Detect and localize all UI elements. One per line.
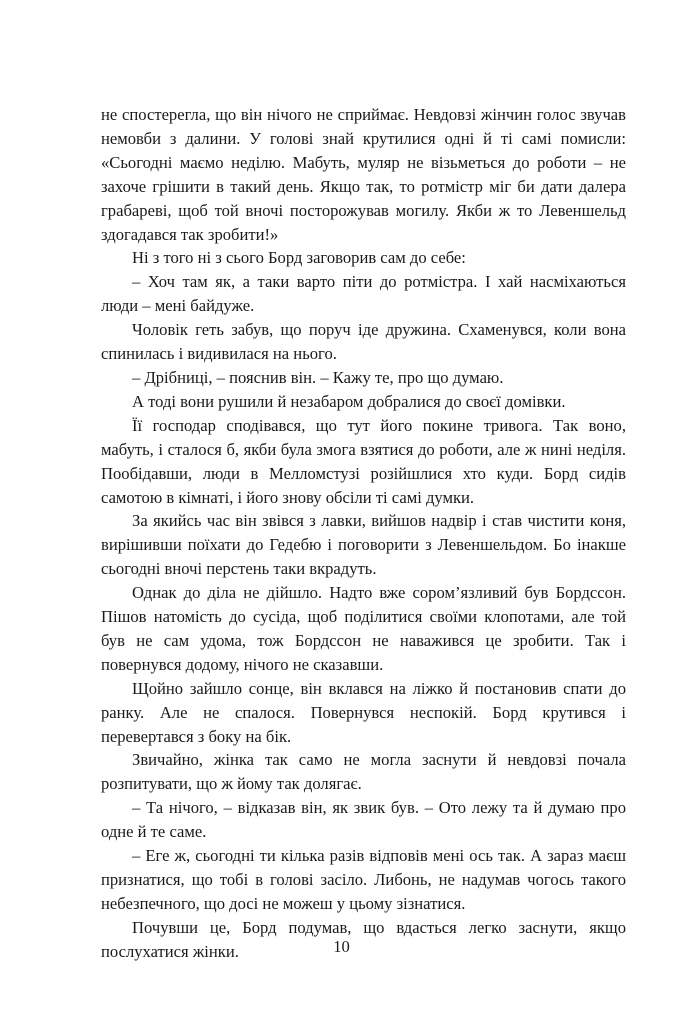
paragraph: Однак до діла не дійшло. Надто вже сором’язливий був Бордссон. Пішов натомість до сусіда, щоб поділитися своїми клопотами, але той був не сам удома, тож Бордссон не наважився це зробити. Так і повернувся додому, нічого не сказавши. [101,583,626,674]
paragraph-dialogue: – Хоч там як, а таки варто піти до ротмістра. І хай насміхаються люди – мені байдуже. [101,272,626,316]
page-number: 10 [333,937,350,956]
paragraph: А тоді вони рушили й незабаром добралися до своєї домівки. [132,391,566,411]
paragraph: Чоловік геть забув, що поруч іде дружина. Схаменувся, коли вона спинилась і видивилася на нього. [101,320,626,364]
paragraph: Її господар сподівався, що тут його покине тривога. Так воно, мабуть, і сталося б, якби була змога взятися до роботи, але ж нині неділя. Пообідавши, люди в Мелломстузі розійшлися хто куди. Борд сидів самотою в кімнаті, і його знову обсіли ті самі думки. [101,415,626,507]
paragraph: Почувши це, Борд подумав, що вдасться легко заснути, якщо послухатися жінки. [101,917,626,961]
paragraph-dialogue: – Та нічого, – відказав він, як звик був. – Ото лежу та й думаю про одне й те саме. [101,798,626,842]
paragraph: Щойно зайшло сонце, він вклався на ліжко й постановив спати до ранку. Але не спалося. Повернувся неспокій. Борд крутився і перевертався з боку на бік. [101,678,626,746]
paragraph: Звичайно, жінка так само не могла заснути й невдовзі почала розпитувати, що ж йому так долягає. [101,750,626,794]
paragraph-continuation: не спостерегла, що він нічого не сприймає. Невдовзі жінчин голос звучав немовби з далини. У голові знай крутилися одні й ті самі помисли: «Сьогодні маємо неділю. Мабуть, муляр не візьметься до роботи – не захоче грішити в такий день. Якщо так, то ротмістр міг би дати далера грабареві, щоб той вночі посторожував могилу. Якби ж то Левеншельд здогадався так зробити!» [101,105,626,244]
body-text [101,103,626,964]
paragraph-dialogue: – Еге ж, сьогодні ти кілька разів відповів мені ось так. А зараз маєш признатися, що тобі в голові засіло. Либонь, не надумав чогось такого небезпечного, що досі не можеш у цьому зізнатися. [101,846,626,913]
paragraph: Ні з того ні з сього Борд заговорив сам до себе: [132,248,466,268]
paragraph-dialogue: – Дрібниці, – пояснив він. – Кажу те, про що думаю. [132,367,504,387]
paragraph: За якийсь час він звівся з лавки, вийшов надвір і став чистити коня, вирішивши поїхати до Гедебю і поговорити з Левеншельдом. Бо інакше сьогодні вночі перстень таки вкрадуть. [101,511,626,579]
